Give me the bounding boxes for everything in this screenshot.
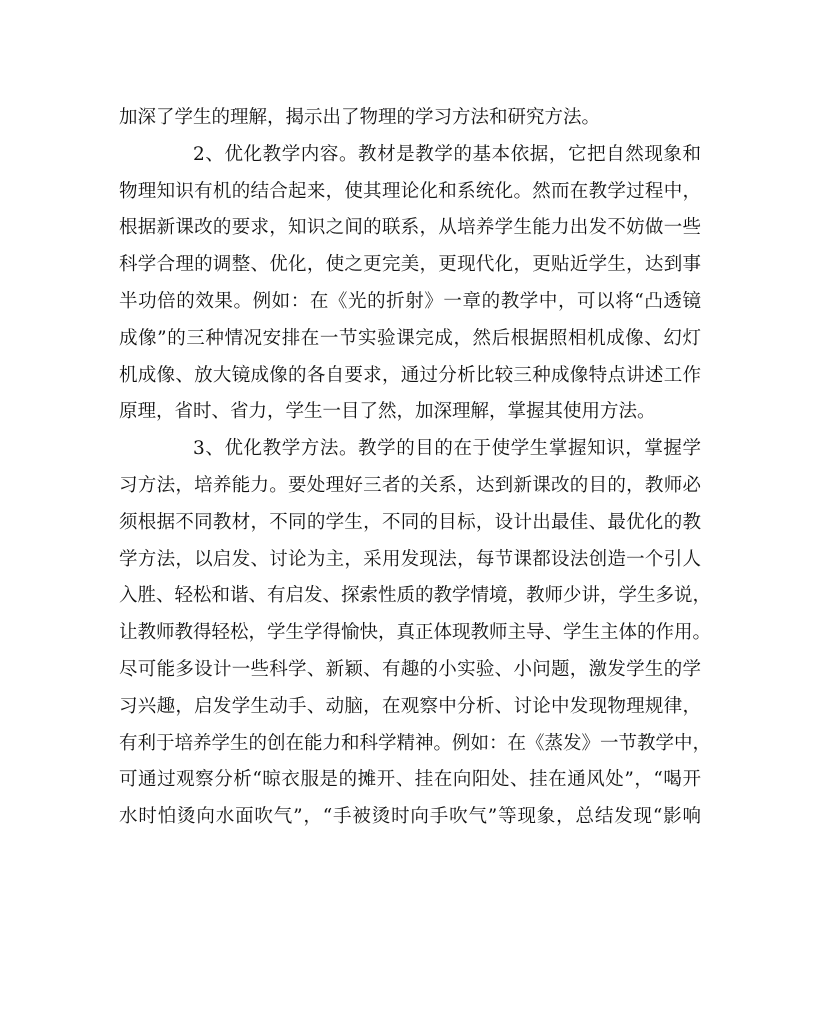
text-line: 成像”的三种情况安排在一节实验课完成，然后根据照相机成像、幻灯: [119, 327, 701, 349]
paragraph-3-heading-line: 3、优化教学方法。教学的目的在于使学生掌握知识，掌握学: [193, 438, 701, 460]
text-line: 加深了学生的理解，揭示出了物理的学习方法和研究方法。: [119, 107, 601, 128]
text-line: 习方法，培养能力。要处理好三者的关系，达到新课改的目的，教师必: [119, 474, 701, 496]
text-line: 尽可能多设计一些科学、新颖、有趣的小实验、小问题，激发学生的学: [119, 658, 701, 680]
text-line: 科学合理的调整、优化，使之更完美，更现代化，更贴近学生，达到事: [119, 254, 701, 276]
text-line: 有利于培养学生的创在能力和科学精神。例如：在《蒸发》一节教学中，: [119, 732, 712, 754]
text-line: 学方法，以启发、讨论为主，采用发现法，每节课都设法创造一个引人: [119, 548, 701, 570]
text-line: 机成像、放大镜成像的各自要求，通过分析比较三种成像特点讲述工作: [119, 364, 701, 386]
text-line: 习兴趣，启发学生动手、动脑，在观察中分析、讨论中发现物理规律，: [119, 695, 701, 717]
text-line: 物理知识有机的结合起来，使其理论化和系统化。然而在教学过程中，: [119, 180, 701, 202]
paragraph-2-heading-line: 2、优化教学内容。教材是教学的基本依据，它把自然现象和: [193, 143, 701, 165]
text-line: 入胜、轻松和谐、有启发、探索性质的教学情境，教师少讲，学生多说，: [119, 585, 712, 607]
text-line: 原理，省时、省力，学生一目了然，加深理解，掌握其使用方法。: [119, 401, 656, 423]
text-line: 半功倍的效果。例如：在《光的折射》一章的教学中，可以将“凸透镜: [119, 290, 701, 312]
text-line: 须根据不同教材，不同的学生，不同的目标，设计出最佳、最优化的教: [119, 511, 701, 533]
text-line: 水时怕烫向水面吹气”，“手被烫时向手吹气”等现象，总结发现“影响: [119, 806, 701, 828]
text-line: 让教师教得轻松，学生学得愉快，真正体现教师主导、学生主体的作用。: [119, 622, 712, 644]
text-line: 可通过观察分析“晾衣服是的摊开、挂在向阳处、挂在通风处”，“喝开: [119, 769, 701, 791]
document-body: [119, 100, 712, 836]
text-line: 根据新课改的要求，知识之间的联系，从培养学生能力出发不妨做一些: [119, 217, 701, 239]
